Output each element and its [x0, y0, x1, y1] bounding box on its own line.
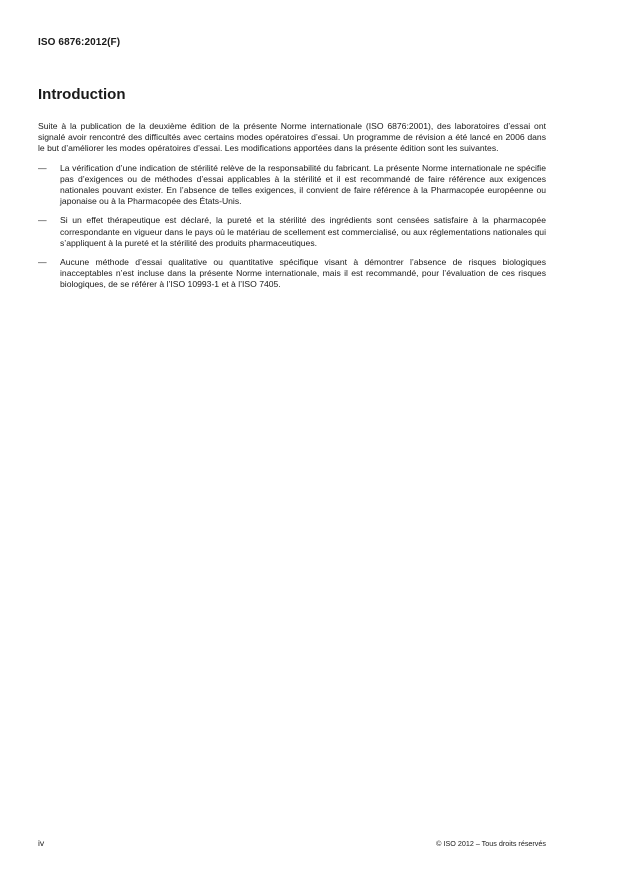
dash-bullet: — — [38, 215, 47, 226]
list-item-text: Aucune méthode d’essai qualitative ou quantitative spécifique visant à démontrer l’absence de risques biologiques inacceptables n’est incluse dans la présente Norme internationale, mais il est recommandé, pour l’évaluation de ces risques biologiques, de se référer à l’ISO 10993-1 et à l’ISO 7405. — [60, 257, 546, 290]
dash-bullet: — — [38, 162, 47, 173]
dash-bullet: — — [38, 257, 47, 268]
page-number: iv — [38, 838, 45, 848]
document-id: ISO 6876:2012(F) — [38, 37, 121, 48]
list-item — [38, 163, 546, 208]
intro-paragraph: Suite à la publication de la deuxième édition de la présente Norme internationale (ISO 6876:2001), des laboratoires d’essai ont signalé avoir rencontré des difficultés avec certains modes opératoires d’essai. Un programme de révision a été lancé en 2006 dans le but d’améliorer les modes opératoires d’essai. Les modifications apportées dans la présente édition sont les suivantes. — [38, 121, 546, 154]
section-title: Introduction — [38, 86, 126, 103]
list-item-text: La vérification d’une indication de stérilité relève de la responsabilité du fabricant. La présente Norme internationale ne spécifie pas d’exigences ou de méthodes d’essai applicables à la stérilité et il est recommandé de faire référence aux exigences nationales pouvant exister. En l’absence de telles exigences, il convient de faire référence à la Pharmacopée européenne ou japonaise ou à la Pharmacopée des États-Unis. — [60, 162, 546, 207]
section-body — [38, 121, 546, 299]
list-item — [38, 215, 546, 249]
list-item-text: Si un effet thérapeutique est déclaré, la pureté et la stérilité des ingrédients sont censées satisfaire à la pharmacopée correspondante en vigueur dans le pays où le matériau de scellement est commercialisé, ou aux réglementations nationales qui s’appliquent à la pureté et la stérilité des produits pharmaceutiques. — [60, 215, 546, 248]
copyright-notice: © ISO 2012 – Tous droits réservés — [436, 839, 546, 848]
list-item — [38, 257, 546, 291]
